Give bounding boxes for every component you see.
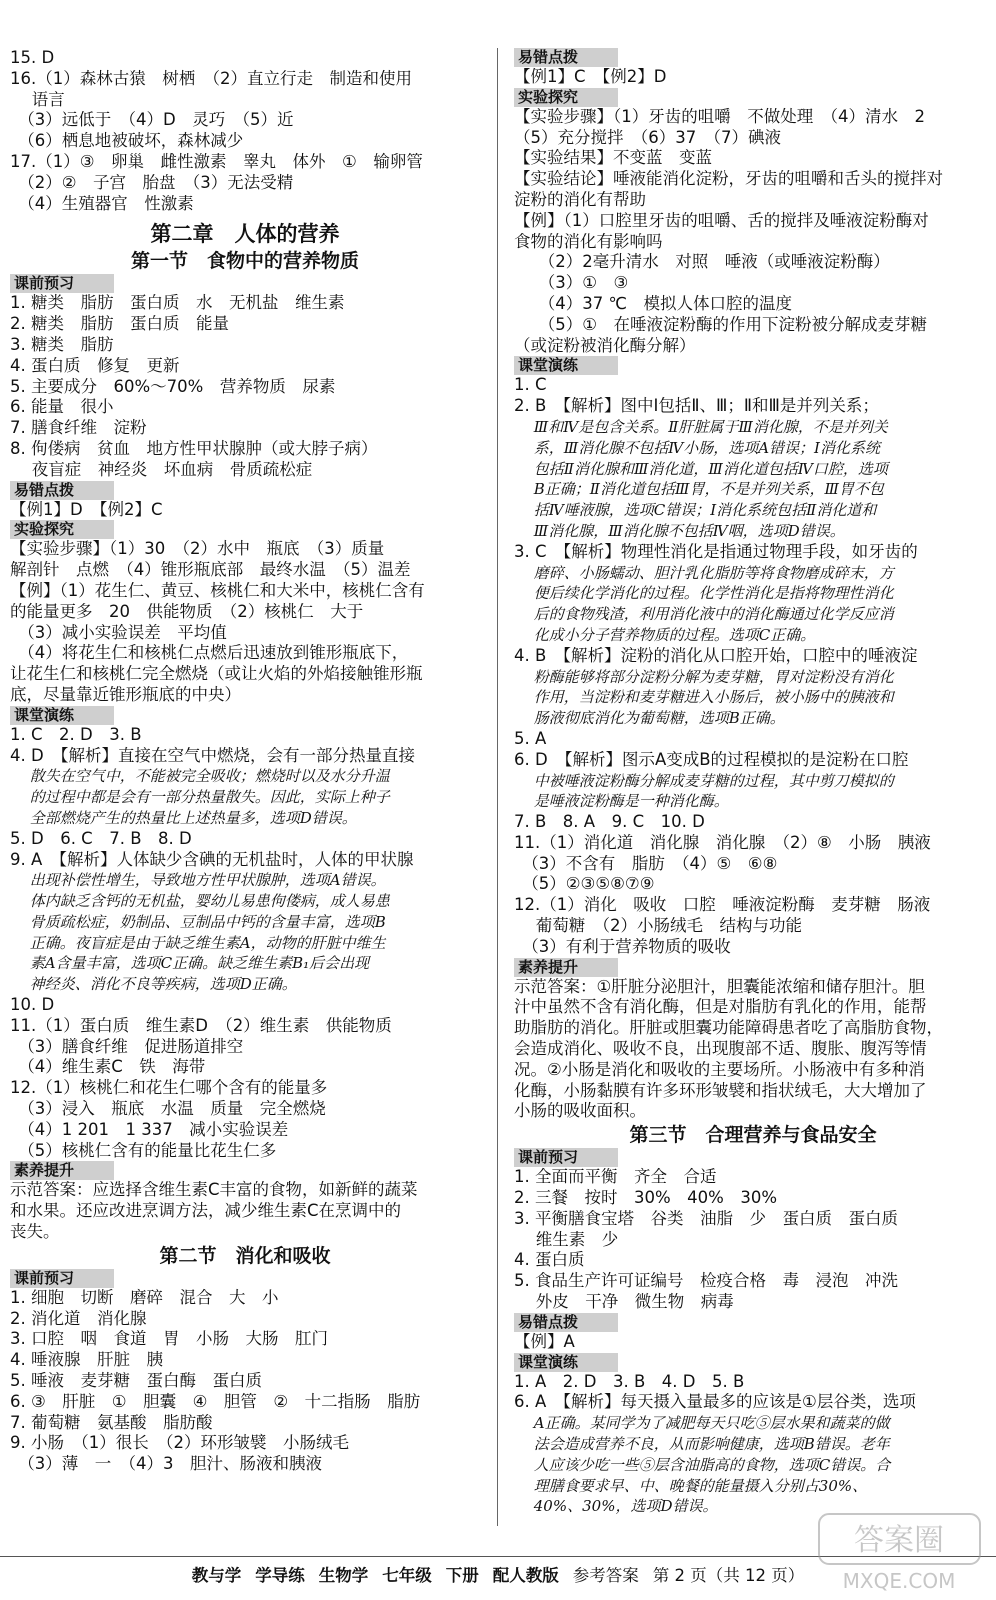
- answer-line: 夜盲症 神经炎 坏血病 骨质疏松症: [10, 459, 313, 479]
- answer-line: 的能量更多 20 供能物质 （2）核桃仁 大于: [10, 601, 364, 621]
- answer-line: 【例1】C 【例2】D: [514, 67, 667, 86]
- answer-line: 9. 小肠 （1）很长 （2）环形皱襞 小肠绒毛: [10, 1433, 349, 1453]
- section-label: 课前预习: [514, 1148, 618, 1167]
- answer-line: 4. 蛋白质: [514, 1250, 585, 1270]
- right-column: [514, 48, 992, 1517]
- footer-label: 参考答案: [572, 1566, 639, 1585]
- answer-line: 12.（1）核桃仁和花生仁哪个含有的能量多: [10, 1078, 328, 1098]
- explanation-line: 散失在空气中，不能被完全吸收；燃烧时以及水分升温: [10, 767, 390, 786]
- answer-line: 底，尽量靠近锥形瓶底的中央）: [10, 684, 241, 704]
- answer-line: 3. 口腔 咽 食道 胃 小肠 大肠 肛门: [10, 1329, 328, 1349]
- answer-line: 语言: [10, 89, 65, 109]
- answer-line: 【实验结果】不变蓝 变蓝: [514, 148, 712, 168]
- explanation-line: 的过程中都是会有一部分热量散失。因此，实际上种子: [10, 788, 390, 807]
- section-label: 易错点拨: [514, 48, 618, 67]
- explanation-line: 化成小分子营养物质的过程。选项C正确。: [514, 625, 816, 644]
- answer-line: （5）充分搅拌 （6）37 （7）碘液: [514, 127, 781, 147]
- answer-line: 【实验步骤】（1）牙齿的咀嚼 不做处理 （4）清水 2: [514, 106, 925, 126]
- explanation-line: B正确；Ⅱ消化道包括Ⅲ胃，不是并列关系，Ⅲ胃不包: [514, 480, 884, 499]
- answer-line: 维生素 少: [514, 1229, 619, 1249]
- answer-line: 4. 唾液腺 肝脏 胰: [10, 1350, 163, 1370]
- answer-line: 6. A 【解析】每天摄入量最多的应该是①层谷类，选项: [514, 1392, 916, 1412]
- explanation-line: 后的食物残渣，利用消化液中的消化酶通过化学反应消: [514, 605, 894, 624]
- answer-line: 4. D 【解析】直接在空气中燃烧，会有一部分热量直接: [10, 745, 415, 765]
- answer-line: 7. B 8. A 9. C 10. D: [514, 812, 705, 832]
- answer-line: 1. A 2. D 3. B 4. D 5. B: [514, 1371, 745, 1391]
- answer-line: 2. 消化道 消化腺: [10, 1308, 147, 1328]
- footer-page-number: 第 2 页（共 12 页）: [652, 1566, 805, 1585]
- explanation-line: A正确。某同学为了减肥每天只吃⑤层水果和蔬菜的做: [514, 1414, 890, 1433]
- section-heading: 第三节 合理营养与食品安全: [629, 1124, 877, 1147]
- answer-line: 1. C 2. D 3. B: [10, 724, 142, 744]
- section-label: 课堂演练: [10, 706, 114, 725]
- explanation-line: 括Ⅳ唾液腺，选项C错误；Ⅰ消化系统包括Ⅱ消化道和: [514, 501, 877, 520]
- answer-line: 5. 唾液 麦芽糖 蛋白酶 蛋白质: [10, 1371, 262, 1391]
- answer-line: 5. D 6. C 7. B 8. D: [10, 828, 192, 848]
- watermark-top: 答案圈: [854, 1523, 944, 1558]
- answer-line: 助脂肪的消化。肝脏或胆囊功能障碍患者吃了高脂肪食物，: [514, 1018, 943, 1038]
- answer-line: 外皮 干净 微生物 病毒: [514, 1292, 734, 1312]
- answer-line: （4）生殖器官 性激素: [10, 193, 194, 213]
- answer-line: 解剖针 点燃 （4）锥形瓶底部 最终水温 （5）温差: [10, 560, 411, 580]
- footer-brand-2: 学导练: [255, 1566, 305, 1585]
- answer-line: 丧失。: [10, 1222, 60, 1242]
- footer-volume: 下册: [445, 1566, 479, 1585]
- section-label: 课堂演练: [514, 1353, 618, 1372]
- answer-line: 9. A 【解析】人体缺少含碘的无机盐时，人体的甲状腺: [10, 849, 414, 869]
- answer-line: 化酶，小肠黏膜有许多环形皱襞和指状绒毛，大大增加了: [514, 1080, 927, 1100]
- answer-line: 11.（1）消化道 消化腺 消化腺 （2）⑧ 小肠 胰液: [514, 832, 931, 852]
- answer-line: （4）将花生仁和核桃仁点燃后迅速放到锥形瓶底下，: [10, 643, 409, 663]
- explanation-line: Ⅲ消化腺，Ⅲ消化腺不包括Ⅳ咽，选项D错误。: [514, 521, 845, 540]
- answer-line: 5. 食品生产许可证编号 检疫合格 毒 浸泡 冲洗: [514, 1271, 898, 1291]
- section-label: 课堂演练: [514, 356, 618, 375]
- explanation-line: 肠液彻底消化为葡萄糖，选项B正确。: [514, 709, 785, 728]
- watermark-logo: [817, 1512, 982, 1594]
- section-label: 易错点拨: [514, 1313, 618, 1332]
- explanation-line: 神经炎、消化不良等疾病，选项D正确。: [10, 975, 297, 994]
- answer-line: 1. 细胞 切断 磨碎 混合 大 小: [10, 1287, 279, 1307]
- section-label: 素养提升: [514, 958, 618, 977]
- answer-line: （或淀粉被消化酶分解）: [514, 335, 696, 355]
- section-label: 易错点拨: [10, 481, 114, 500]
- answer-line: 2. 糖类 脂肪 蛋白质 能量: [10, 314, 229, 334]
- answer-line: 2. 三餐 按时 30% 40% 30%: [514, 1188, 778, 1208]
- explanation-line: 包括Ⅱ消化腺和Ⅲ消化道，Ⅲ消化道包括Ⅳ口腔，选项: [514, 459, 888, 478]
- answer-line: （5）②③⑤⑧⑦⑨: [514, 874, 655, 894]
- answer-line: 让花生仁和核桃仁完全燃烧（或让火焰的外焰接触锥形瓶: [10, 664, 423, 684]
- explanation-line: 全部燃烧产生的热量比上述热量多，选项D错误。: [10, 808, 357, 827]
- explanation-line: 正确。夜盲症是由于缺乏维生素A，动物的肝脏中维生: [10, 933, 386, 952]
- answer-line: （3）膳食纤维 促进肠道排空: [10, 1036, 244, 1056]
- section-heading: 第一节 食物中的营养物质: [130, 250, 359, 273]
- explanation-line: Ⅲ和Ⅳ是包含关系。Ⅱ肝脏属于Ⅲ消化腺，不是并列关: [514, 417, 888, 436]
- answer-line: 1. 糖类 脂肪 蛋白质 水 无机盐 维生素: [10, 293, 345, 313]
- chapter-heading: 第二章 人体的营养: [150, 222, 340, 247]
- answer-line: （2）② 子宫 胎盘 （3）无法受精: [10, 172, 294, 192]
- answer-line: 8. 佝偻病 贫血 地方性甲状腺肿（或大脖子病）: [10, 438, 378, 458]
- answer-line: 【例1】D 【例2】C: [10, 499, 163, 519]
- answer-line: （3）远低于 （4）D 灵巧 （5）近: [10, 110, 294, 130]
- column-divider: [497, 48, 498, 1526]
- answer-line: 3. 糖类 脂肪: [10, 334, 114, 354]
- explanation-line: 作用，当淀粉和麦芽糖进入小肠后，被小肠中的胰液和: [514, 688, 894, 707]
- answer-line: 汁中虽然不含有消化酶，但是对脂肪有乳化的作用，能帮: [514, 997, 927, 1017]
- answer-line: 示范答案：①肝脏分泌胆汁，胆囊能浓缩和储存胆汁。胆: [514, 976, 925, 996]
- answer-line: （4）1 201 1 337 减小实验误差: [10, 1119, 289, 1139]
- explanation-line: 理膳食要求早、中、晚餐的能量摄入分别占30%、: [514, 1476, 868, 1495]
- explanation-line: 骨质疏松症，奶制品、豆制品中钙的含量丰富，选项B: [10, 912, 386, 931]
- answer-line: 会造成消化、吸收不良，出现腹部不适、腹胀、腹泻等情: [514, 1039, 927, 1059]
- section-label: 课前预习: [10, 274, 114, 293]
- answer-line: （3）薄 一 （4）3 胆汁、肠液和胰液: [10, 1454, 322, 1474]
- answer-line: 5. A: [514, 728, 547, 748]
- answer-line: 7. 膳食纤维 淀粉: [10, 418, 147, 438]
- answer-line: 【例】A: [514, 1331, 575, 1351]
- section-label: 实验探究: [10, 520, 114, 539]
- answer-line: 16.（1）森林古猿 树栖 （2）直立行走 制造和使用: [10, 68, 412, 88]
- answer-line: 3. C 【解析】物理性消化是指通过物理手段，如牙齿的: [514, 541, 918, 561]
- explanation-line: 磨碎、小肠蠕动、胆汁乳化脂肪等将食物磨成碎末，方: [514, 563, 894, 582]
- answer-line: 2. B 【解析】图中Ⅰ包括Ⅱ、Ⅲ；Ⅱ和Ⅲ是并列关系；: [514, 396, 879, 416]
- explanation-line: 粉酶能够将部分淀粉分解为麦芽糖，胃对淀粉没有消化: [514, 667, 894, 686]
- answer-line: 10. D: [10, 995, 55, 1015]
- answer-line: 17.（1）③ 卵巢 雌性激素 睾丸 体外 ① 输卵管: [10, 151, 423, 171]
- footer-grade: 七年级: [382, 1566, 432, 1585]
- answer-line: （5）① 在唾液淀粉酶的作用下淀粉被分解成麦芽糖: [514, 314, 928, 334]
- answer-line: 和水果。还应改进烹调方法，减少维生素C在烹调中的: [10, 1201, 402, 1221]
- explanation-line: 素A含量丰富，选项C正确。缺乏维生素B₁后会出现: [10, 954, 370, 973]
- answer-line: （3）① ③: [514, 273, 629, 293]
- answer-line: 4. 蛋白质 修复 更新: [10, 355, 180, 375]
- footer-brand-1: 教与学: [191, 1566, 242, 1585]
- answer-line: 12.（1）消化 吸收 口腔 唾液淀粉酶 麦芽糖 肠液: [514, 895, 931, 915]
- answer-line: 6. 能量 很小: [10, 397, 114, 417]
- watermark-bottom: MXQE.COM: [842, 1569, 956, 1593]
- section-heading: 第二节 消化和吸收: [159, 1244, 331, 1267]
- section-label: 素养提升: [10, 1161, 114, 1180]
- answer-line: （3）减小实验误差 平均值: [10, 622, 227, 642]
- answer-line: 小肠的吸收面积。: [514, 1101, 646, 1121]
- explanation-line: 系，Ⅲ消化腺不包括Ⅳ小肠，选项A错误；Ⅰ消化系统: [514, 438, 880, 457]
- answer-line: 【例】（1）花生仁、黄豆、核桃仁和大米中，核桃仁含有: [10, 580, 425, 600]
- explanation-line: 法会造成营养不良，从而影响健康，选项B错误。老年: [514, 1435, 890, 1454]
- answer-line: （4）维生素C 铁 海带: [10, 1057, 206, 1077]
- answer-line: 况。②小肠是消化和吸收的主要场所。小肠液中有多种消: [514, 1059, 925, 1079]
- answer-line: （2）2毫升清水 对照 唾液（或唾液淀粉酶）: [514, 252, 890, 272]
- answer-line: 5. 主要成分 60%～70% 营养物质 尿素: [10, 376, 336, 396]
- answer-line: 【例】（1）口腔里牙齿的咀嚼、舌的搅拌及唾液淀粉酶对: [514, 210, 929, 230]
- explanation-line: 出现补偿性增生，导致地方性甲状腺肿，选项A错误。: [10, 871, 386, 890]
- answer-line: 7. 葡萄糖 氨基酸 脂肪酸: [10, 1412, 213, 1432]
- answer-line: （6）栖息地被破坏，森林减少: [10, 131, 244, 151]
- answer-line: 【实验结论】唾液能消化淀粉，牙齿的咀嚼和舌头的搅拌对: [514, 169, 943, 189]
- answer-line: 食物的消化有影响吗: [514, 231, 663, 251]
- answer-line: 3. 平衡膳食宝塔 谷类 油脂 少 蛋白质 蛋白质: [514, 1208, 898, 1228]
- answer-line: 6. ③ 肝脏 ① 胆囊 ④ 胆管 ② 十二指肠 脂肪: [10, 1391, 421, 1411]
- answer-line: 4. B 【解析】淀粉的消化从口腔开始，口腔中的唾液淀: [514, 645, 918, 665]
- section-label: 课前预习: [10, 1269, 114, 1288]
- explanation-line: 是唾液淀粉酶是一种消化酶。: [514, 792, 729, 811]
- explanation-line: 人应该少吃一些⑤层含油脂高的食物，选项C错误。合: [514, 1455, 891, 1474]
- answer-line: 葡萄糖 （2）小肠绒毛 结构与功能: [514, 916, 802, 936]
- left-column: [10, 48, 480, 1475]
- answer-line: （3）浸入 瓶底 水温 质量 完全燃烧: [10, 1099, 326, 1119]
- answer-line: 11.（1）蛋白质 维生素D （2）维生素 供能物质: [10, 1015, 392, 1035]
- answer-line: （3）不含有 脂肪 （4）⑤ ⑥⑧: [514, 853, 778, 873]
- answer-line: 6. D 【解析】图示A变成B的过程模拟的是淀粉在口腔: [514, 749, 909, 769]
- explanation-line: 40%、30%，选项D错误。: [514, 1497, 718, 1516]
- explanation-line: 中被唾液淀粉酶分解成麦芽糖的过程，其中剪刀模拟的: [514, 771, 894, 790]
- answer-line: 1. C: [514, 375, 547, 395]
- answer-line: 1. 全面而平衡 齐全 合适: [514, 1167, 717, 1187]
- explanation-line: 便后续化学消化的过程。化学性消化是指将物理性消化: [514, 584, 894, 603]
- footer-subject: 生物学: [318, 1566, 369, 1585]
- answer-line: 示范答案：应选择含维生素C丰富的食物，如新鲜的蔬菜: [10, 1180, 418, 1200]
- answer-line: （3）有利于营养物质的吸收: [514, 936, 731, 956]
- answer-line: 【实验步骤】（1）30 （2）水中 瓶底 （3）质量: [10, 539, 385, 559]
- answer-line: 15. D: [10, 48, 55, 67]
- explanation-line: 体内缺乏含钙的无机盐，婴幼儿易患佝偻病，成人易患: [10, 892, 390, 911]
- answer-line: 淀粉的消化有帮助: [514, 189, 646, 209]
- answer-line: （5）核桃仁含有的能量比花生仁多: [10, 1140, 277, 1160]
- answer-line: （4）37 ℃ 模拟人体口腔的温度: [514, 293, 793, 313]
- section-label: 实验探究: [514, 88, 618, 107]
- footer-edition: 配人教版: [492, 1566, 559, 1585]
